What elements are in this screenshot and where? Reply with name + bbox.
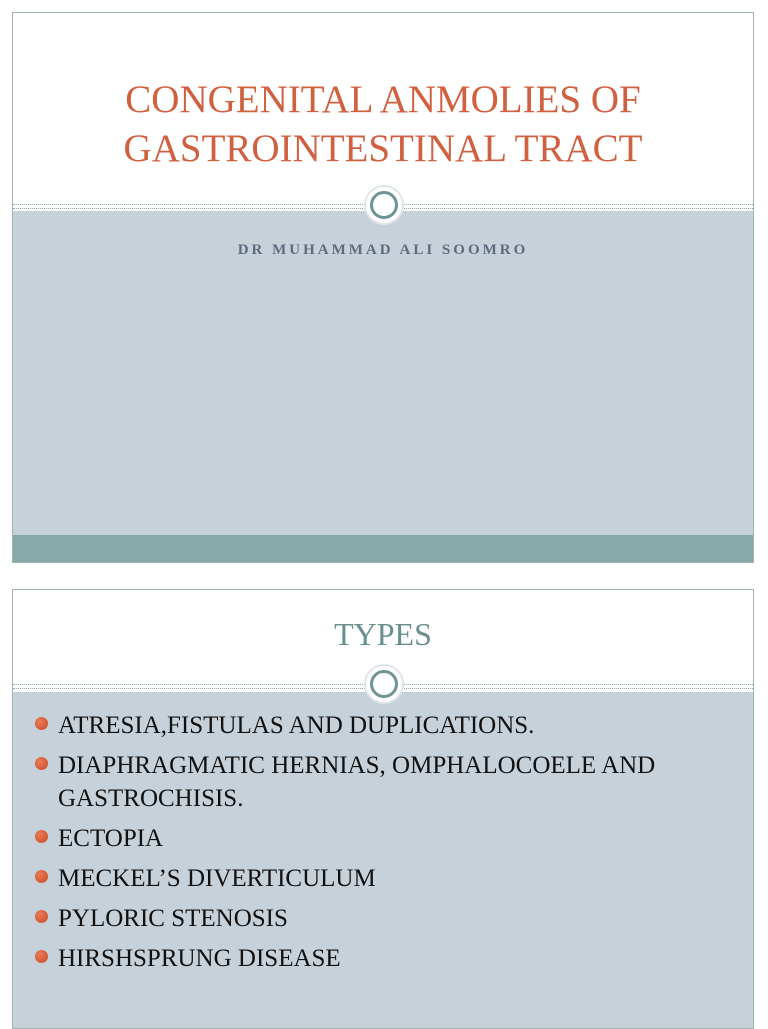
list-item [33, 942, 743, 975]
list-item [33, 822, 743, 855]
bullet-dot-icon [35, 870, 48, 883]
circle-ornament-icon [364, 185, 404, 225]
types-slide [12, 589, 754, 1029]
list-item-text: PYLORIC STENOSIS [58, 905, 288, 932]
list-item [33, 709, 743, 742]
list-item [33, 862, 743, 895]
title-slide [12, 12, 754, 563]
list-item [33, 902, 743, 935]
bullet-dot-icon [35, 717, 48, 730]
author-subtitle: DR MUHAMMAD ALI SOOMRO [237, 242, 529, 258]
title-area [13, 13, 753, 204]
bullet-dot-icon [35, 757, 48, 770]
bullet-dot-icon [35, 910, 48, 923]
list-item-text: MECKEL’S DIVERTICULUM [58, 865, 376, 892]
bullet-dot-icon [35, 830, 48, 843]
footer-band [13, 535, 753, 562]
circle-ornament-icon [364, 664, 404, 704]
subtitle-area [13, 211, 753, 537]
title-line-1: CONGENITAL ANMOLIES OF [125, 78, 641, 121]
presentation-title [13, 75, 753, 173]
list-item-text: HIRSHSPRUNG DISEASE [58, 945, 341, 972]
list-item-text: DIAPHRAGMATIC HERNIAS, OMPHALOCOELE AND GASTROCHISIS. [58, 752, 656, 812]
list-item-text: ATRESIA,FISTULAS AND DUPLICATIONS. [58, 712, 535, 739]
types-list [33, 709, 743, 982]
bullet-dot-icon [35, 950, 48, 963]
title-line-2: GASTROINTESTINAL TRACT [123, 127, 643, 170]
list-item-text: ECTOPIA [58, 825, 164, 852]
list-item [33, 749, 743, 815]
slide-title: TYPES [334, 616, 432, 652]
